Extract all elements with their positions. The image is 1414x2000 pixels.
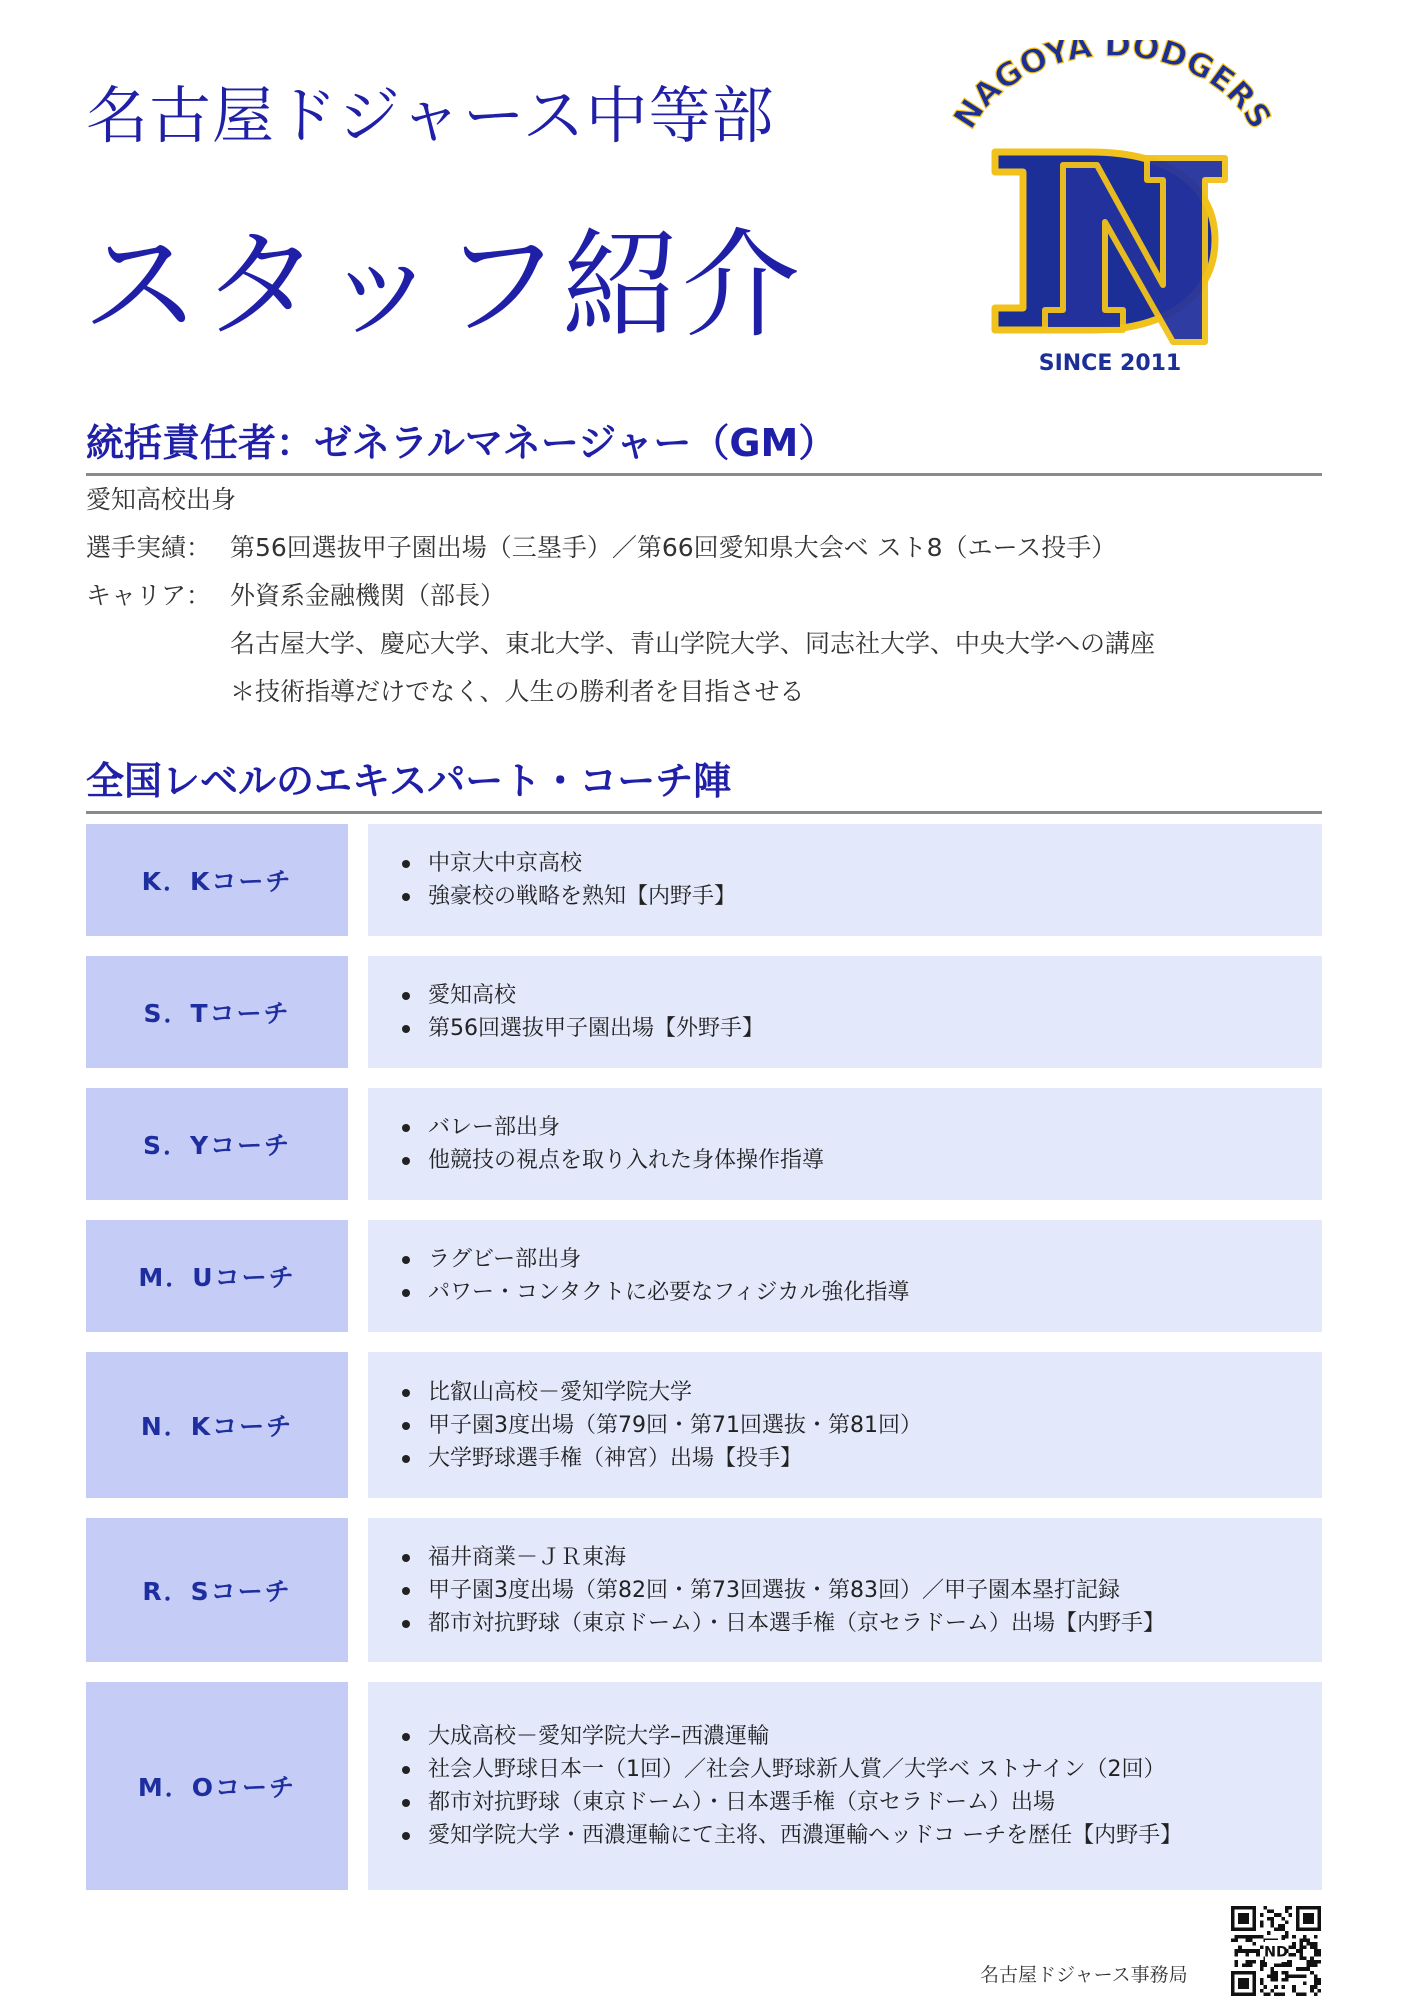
gm-record-label: 選手実績： xyxy=(86,533,212,562)
gm-record-text: 第56回選抜甲子園出場（三塁手）／第66回愛知県大会ベ スト8（エース投手） xyxy=(230,533,1117,562)
coach-detail-item: バレー部出身 xyxy=(428,1111,1322,1144)
logo-team-name: NAGOYA DODGERS xyxy=(945,40,1280,136)
office-name: 名古屋ドジャース事務局 xyxy=(980,1964,1188,1986)
coach-detail-item: 都市対抗野球（東京ドーム）・日本選手権（京セラドーム）出場【内野手】 xyxy=(428,1607,1322,1640)
logo-since: SINCE 2011 xyxy=(1038,351,1182,376)
svg-text:NAGOYA DODGERS xyxy=(946,40,1280,135)
coach-details xyxy=(368,1518,1322,1662)
page-title: スタッフ紹介 xyxy=(82,216,803,354)
coach-detail-item: 大成高校－愛知学院大学–西濃運輸 xyxy=(428,1720,1322,1753)
coach-details xyxy=(368,1682,1322,1890)
coach-name: R．Sコーチ xyxy=(86,1518,348,1662)
coach-details xyxy=(368,824,1322,936)
coach-detail-item: 甲子園3度出場（第82回・第73回選抜・第83回）／甲子園本塁打記録 xyxy=(428,1574,1322,1607)
gm-career-label: キャリア： xyxy=(86,581,212,610)
gm-record xyxy=(86,524,1336,572)
coach-detail-item: 甲子園3度出場（第79回・第71回選抜・第81回） xyxy=(428,1409,1322,1442)
coach-name: S．Yコーチ xyxy=(86,1088,348,1200)
coach-row xyxy=(86,1518,1322,1662)
coach-detail-item: 社会人野球日本一（1回）／社会人野球新人賞／大学ベ ストナイン（2回） xyxy=(428,1753,1322,1786)
coach-name: K．Kコーチ xyxy=(86,824,348,936)
coach-detail-item: 強豪校の戦略を熟知【内野手】 xyxy=(428,880,1322,913)
gm-career-note: ＊技術指導だけでなく、人生の勝利者を目指させる xyxy=(230,677,805,706)
gm-heading: 統括責任者：ゼネラルマネージャー（GM） xyxy=(86,412,1322,476)
coach-row xyxy=(86,824,1322,936)
gm-career-line: 名古屋大学、慶応大学、東北大学、青山学院大学、同志社大学、中央大学への講座 xyxy=(230,629,1156,658)
coach-detail-item: 愛知学院大学・西濃運輸にて主将、西濃運輸ヘッドコ ーチを歴任【内野手】 xyxy=(428,1819,1322,1852)
coach-detail-item: 大学野球選手権（神宮）出場【投手】 xyxy=(428,1442,1322,1475)
coach-detail-item: 愛知高校 xyxy=(428,979,1322,1012)
qr-code[interactable] xyxy=(1231,1906,1321,1996)
coach-row xyxy=(86,1220,1322,1332)
gm-career xyxy=(86,572,1336,620)
coach-detail-item: ラグビー部出身 xyxy=(428,1243,1322,1276)
coach-detail-item: パワー・コンタクトに必要なフィジカル強化指導 xyxy=(428,1276,1322,1309)
coach-detail-item: 福井商業－ＪＲ東海 xyxy=(428,1541,1322,1574)
coach-row xyxy=(86,956,1322,1068)
coach-heading: 全国レベルのエキスパート・コーチ陣 xyxy=(86,750,1322,814)
coach-detail-item: 都市対抗野球（東京ドーム）・日本選手権（京セラドーム）出場 xyxy=(428,1786,1322,1819)
coach-details xyxy=(368,1220,1322,1332)
coach-details xyxy=(368,1088,1322,1200)
coach-table xyxy=(86,824,1322,1910)
coach-name: M．Uコーチ xyxy=(86,1220,348,1332)
coach-row xyxy=(86,1352,1322,1498)
coach-detail-item: 他競技の視点を取り入れた身体操作指導 xyxy=(428,1144,1322,1177)
coach-detail-item: 中京大中京高校 xyxy=(428,847,1322,880)
team-logo xyxy=(925,40,1295,390)
coach-details xyxy=(368,956,1322,1068)
coach-name: S．Tコーチ xyxy=(86,956,348,1068)
coach-name: M．Oコーチ xyxy=(86,1682,348,1890)
coach-detail-item: 比叡山高校－愛知学院大学 xyxy=(428,1376,1322,1409)
qr-center-label: ND xyxy=(1264,1944,1288,1961)
coach-name: N．Kコーチ xyxy=(86,1352,348,1498)
coach-detail-item: 第56回選抜甲子園出場【外野手】 xyxy=(428,1012,1322,1045)
school-name: 名古屋ドジャース中等部 xyxy=(86,79,775,152)
gm-info xyxy=(86,476,1336,716)
coach-details xyxy=(368,1352,1322,1498)
coach-row xyxy=(86,1682,1322,1890)
coach-row xyxy=(86,1088,1322,1200)
gm-school: 愛知高校出身 xyxy=(86,485,237,514)
gm-career-text: 外資系金融機関（部長） xyxy=(230,581,506,610)
